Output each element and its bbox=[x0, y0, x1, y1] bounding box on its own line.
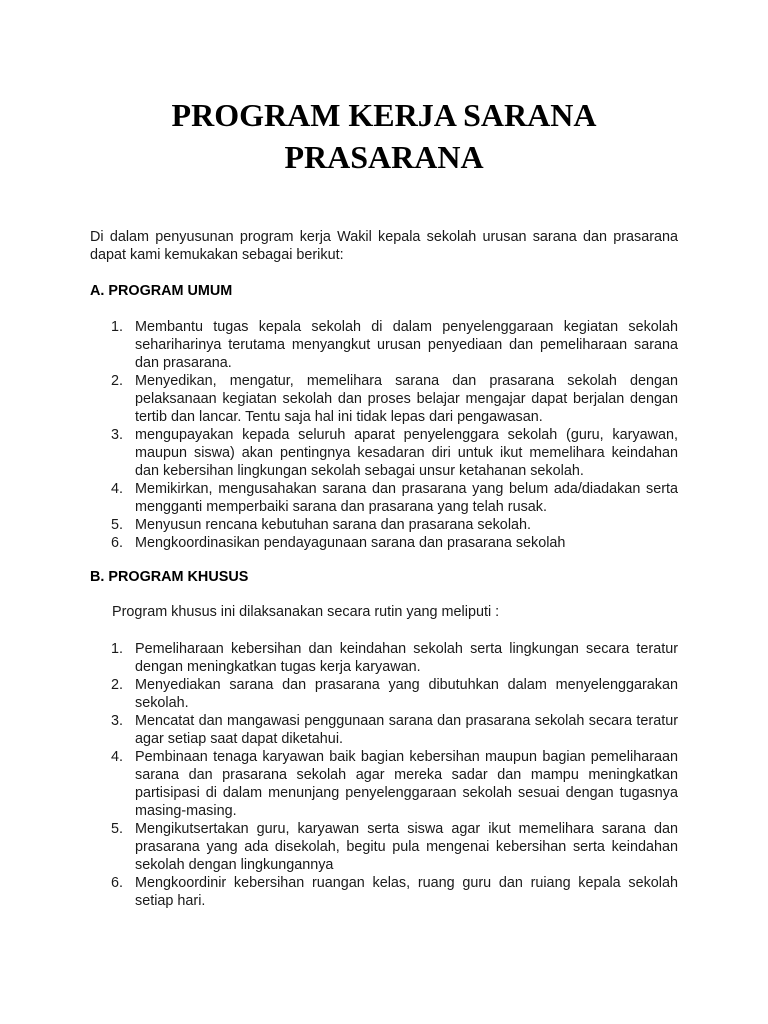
list-item-number: 1. bbox=[111, 319, 124, 335]
list-item-number: 4. bbox=[111, 749, 124, 765]
list-item-text: Pemeliharaan kebersihan dan keindahan sekolah serta lingkungan secara teratur dengan meningkatkan tugas kerja karyawan. bbox=[135, 641, 678, 675]
list-item-text: mengupayakan kepada seluruh aparat penyelenggara sekolah (guru, karyawan, maupun siswa) akan pentingnya kesadaran diri untuk ikut memelihara keindahan dan kebersihan lingkungan sekolah sebagai unsur ketahanan sekolah. bbox=[135, 427, 678, 479]
list-item-number: 2. bbox=[111, 373, 124, 389]
program-khusus-list bbox=[90, 640, 678, 910]
list-item-text: Menyediakan sarana dan prasarana yang dibutuhkan dalam menyelenggarakan sekolah. bbox=[135, 677, 678, 711]
list-item bbox=[90, 874, 678, 910]
list-item-text: Menyedikan, mengatur, memelihara sarana dan prasarana sekolah dengan pelaksanaan kegiatan sekolah dan proses belajar mengajar dapat berjalan dengan tertib dan lancar. Tentu saja hal ini tidak lepas dari pengawasan. bbox=[135, 373, 678, 425]
list-item-text: Memikirkan, mengusahakan sarana dan prasarana yang belum ada/diadakan serta mengganti memperbaiki sarana dan prasarana yang telah rusak. bbox=[135, 481, 678, 515]
list-item-number: 4. bbox=[111, 481, 124, 497]
list-item bbox=[90, 516, 678, 534]
list-item-number: 3. bbox=[111, 427, 124, 443]
section-heading-program-umum: A. PROGRAM UMUM bbox=[90, 283, 233, 299]
list-item-text: Mengkoordinasikan pendayagunaan sarana dan prasarana sekolah bbox=[135, 535, 566, 551]
list-item bbox=[90, 676, 678, 712]
list-item-number: 2. bbox=[111, 677, 124, 693]
document-title bbox=[0, 94, 768, 178]
intro-paragraph: Di dalam penyusunan program kerja Wakil kepala sekolah urusan sarana dan prasarana dapat kami kemukakan sebagai berikut: bbox=[90, 229, 678, 263]
list-item-number: 3. bbox=[111, 713, 124, 729]
list-item-text: Mencatat dan mangawasi penggunaan sarana dan prasarana sekolah secara teratur agar setiap saat dapat diketahui. bbox=[135, 713, 678, 747]
list-item bbox=[90, 480, 678, 516]
list-item-number: 1. bbox=[111, 641, 124, 657]
list-item-text: Menyusun rencana kebutuhan sarana dan prasarana sekolah. bbox=[135, 517, 532, 533]
list-item bbox=[90, 640, 678, 676]
list-item bbox=[90, 426, 678, 480]
list-item-number: 6. bbox=[111, 875, 124, 891]
list-item bbox=[90, 820, 678, 874]
list-item-text: Pembinaan tenaga karyawan baik bagian kebersihan maupun bagian pemeliharaan sarana dan prasarana sekolah agar mereka sadar dan mampu meningkatkan partisipasi di dalam menunjang penyelenggaraan sekolah sesuai dengan tugasnya masing-masing. bbox=[135, 749, 678, 819]
program-khusus-intro: Program khusus ini dilaksanakan secara rutin yang meliputi : bbox=[112, 604, 500, 620]
list-item-number: 5. bbox=[111, 821, 124, 837]
section-heading-program-khusus: B. PROGRAM KHUSUS bbox=[90, 569, 249, 585]
list-item-text: Membantu tugas kepala sekolah di dalam penyelenggaraan kegiatan sekolah sehariharinya terutama menyangkut urusan penyediaan dan pemeliharaan sarana dan prasarana. bbox=[135, 319, 678, 371]
title-line-2: PRASARANA bbox=[284, 139, 484, 175]
list-item bbox=[90, 372, 678, 426]
program-umum-list bbox=[90, 318, 678, 552]
list-item-number: 6. bbox=[111, 535, 124, 551]
list-item bbox=[90, 748, 678, 820]
list-item bbox=[90, 712, 678, 748]
list-item-text: Mengikutsertakan guru, karyawan serta siswa agar ikut memelihara sarana dan prasarana yang ada disekolah, begitu pula mengenai kebersihan serta keindahan sekolah dengan lingkungannya bbox=[135, 821, 678, 873]
list-item bbox=[90, 534, 678, 552]
list-item-text: Mengkoordinir kebersihan ruangan kelas, ruang guru dan ruiang kepala sekolah setiap hari. bbox=[135, 875, 678, 909]
title-line-1: PROGRAM KERJA SARANA bbox=[171, 97, 597, 133]
list-item bbox=[90, 318, 678, 372]
list-item-number: 5. bbox=[111, 517, 124, 533]
